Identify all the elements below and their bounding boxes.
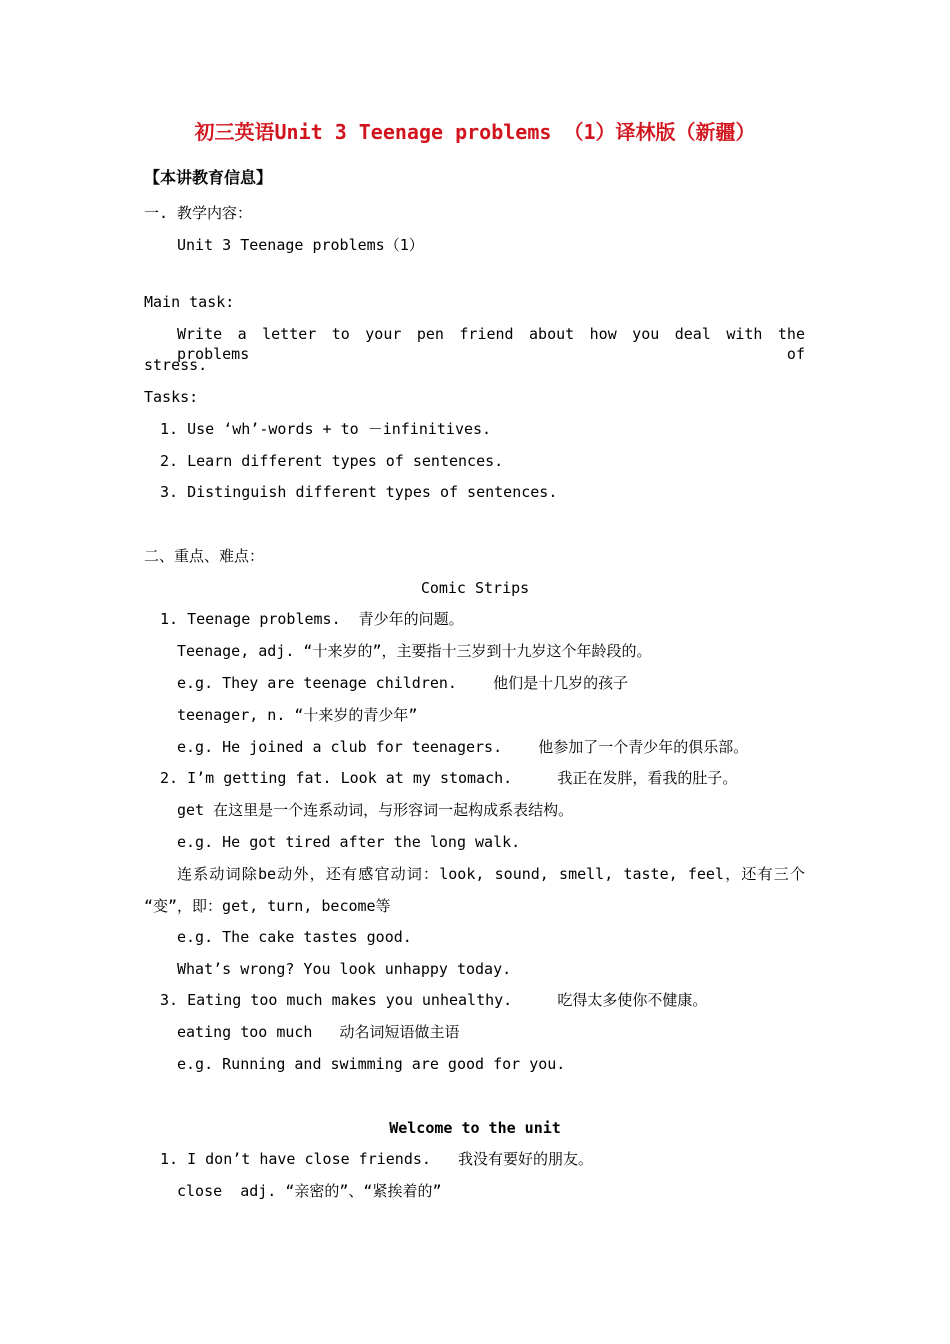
comic-example: What’s wrong? You look unhappy today. — [177, 960, 512, 978]
task-item: 2. Learn different types of sentences. — [160, 452, 504, 470]
comic-item: 2. I’m getting fat. Look at my stomach. 我正在发胖，看我的肚子。 — [160, 769, 738, 787]
comic-note: Teenage, adj. “十来岁的”，主要指十三岁到十九岁这个年龄段的。 — [177, 642, 652, 660]
document-title: 初三英语Unit 3 Teenage problems （1）译林版（新疆） — [194, 120, 756, 144]
main-task-text-cont: stress. — [144, 356, 208, 374]
comic-item: 1. Teenage problems. 青少年的问题。 — [160, 610, 464, 628]
comic-note-cont: “变”，即：get, turn, become等 — [144, 897, 391, 915]
unit-line: Unit 3 Teenage problems（1） — [177, 236, 424, 254]
comic-note: teenager, n. “十来岁的青少年” — [177, 706, 418, 724]
comic-example: e.g. He got tired after the long walk. — [177, 833, 521, 851]
task-item: 3. Distinguish different types of sentences. — [160, 483, 558, 501]
comic-example: e.g. He joined a club for teenagers. 他参加了一个青少年的俱乐部。 — [177, 738, 749, 756]
main-task-text: Write a letter to your pen friend about how you deal with the problems of — [177, 325, 805, 363]
welcome-note: close adj. “亲密的”、“紧挨着的” — [177, 1182, 442, 1200]
section-two-heading: 二、重点、难点： — [144, 547, 265, 565]
comic-note: eating too much 动名词短语做主语 — [177, 1023, 460, 1041]
main-task-label: Main task: — [144, 293, 235, 311]
comic-item: 3. Eating too much makes you unhealthy. 吃得太多使你不健康。 — [160, 991, 708, 1009]
task-item: 1. Use ‘wh’-words + to －infinitives. — [160, 420, 492, 438]
tasks-label: Tasks: — [144, 388, 199, 406]
comic-note: 连系动词除be动外，还有感官动词：look, sound, smell, taste, feel，还有三个 — [177, 865, 805, 883]
comic-note: get 在这里是一个连系动词，与形容词一起构成系表结构。 — [177, 801, 574, 819]
section-one-heading: 一. 教学内容： — [144, 204, 253, 222]
comic-example: e.g. The cake tastes good. — [177, 928, 412, 946]
section-info-heading: 【本讲教育信息】 — [144, 168, 273, 187]
comic-strips-heading: Comic Strips — [420, 579, 530, 597]
welcome-item: 1. I don’t have close friends. 我没有要好的朋友。 — [160, 1150, 594, 1168]
comic-example: e.g. Running and swimming are good for you. — [177, 1055, 566, 1073]
comic-example: e.g. They are teenage children. 他们是十几岁的孩子 — [177, 674, 629, 692]
welcome-heading: Welcome to the unit — [389, 1119, 561, 1137]
